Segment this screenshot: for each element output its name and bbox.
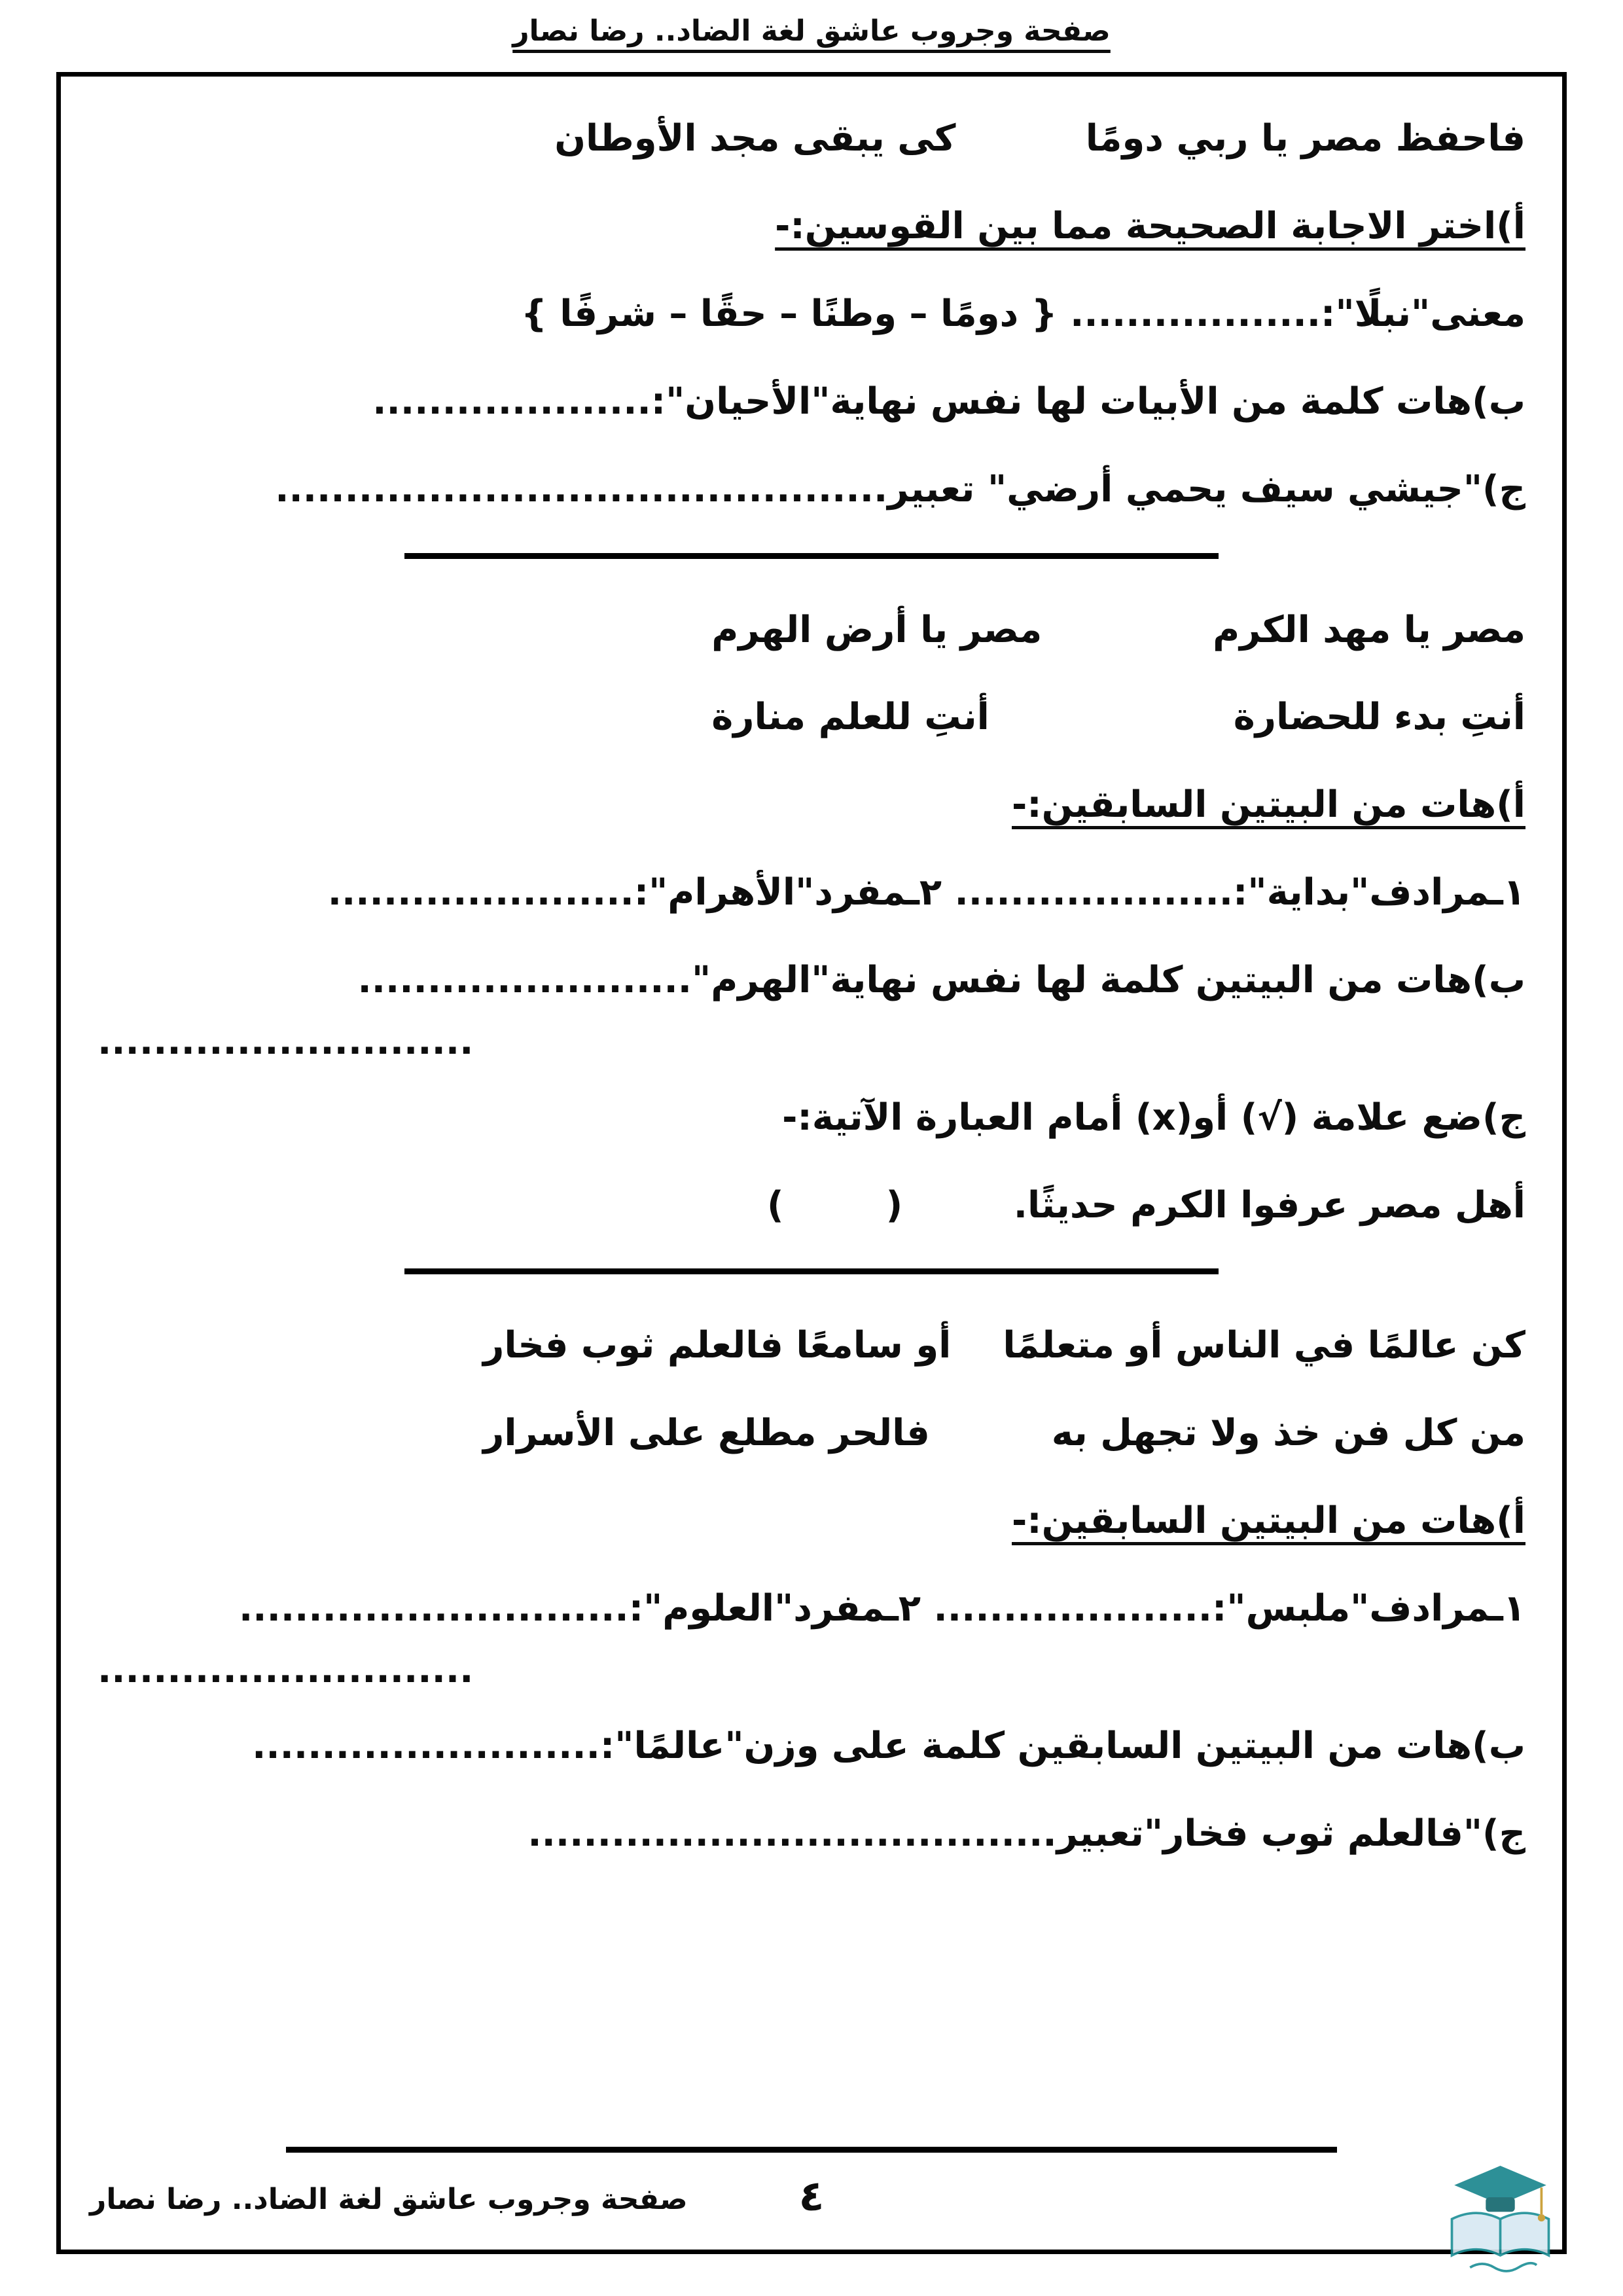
s2-question-a-items (98, 869, 1525, 917)
s1-question-b: ب)هات كلمة من الأبيات لها نفس نهاية"الأحيان":.................... (372, 380, 1525, 423)
s1-question-a-choices: { دومًا – وطنًا – حقًا – شرفًا } (520, 292, 1058, 335)
s3-question-a-items (98, 1585, 1525, 1633)
poem-hemistich-right: كن عالمًا في الناس أو متعلمًا (1003, 1324, 1525, 1367)
s3-question-a-item1: ١ـمرادف"ملبس":.................... (933, 1587, 1525, 1630)
s3-question-a-heading: أ)هات من البيتين السابقين:- (1012, 1499, 1525, 1543)
s1-question-a-stem: معنى"نبلًا":.................. (1070, 292, 1525, 335)
s3-question-b: ب)هات من البيتين السابقين كلمة على وزن"عالمًا":......................... (252, 1724, 1525, 1767)
s1-question-a-heading: أ)اختر الاجابة الصحيحة مما بين القوسين:- (775, 204, 1525, 247)
page-footer (61, 2147, 1562, 2235)
worksheet-frame (56, 72, 1567, 2254)
poem-line-3 (98, 693, 1525, 742)
s2-question-a-item2: ٢ـمفرد"الأهرام":...................... (327, 871, 942, 914)
s2-question-c-statement: أهل مصر عرفوا الكرم حديثًا. (1013, 1183, 1525, 1227)
s2-question-b: ب)هات من البيتين كلمة لها نفس نهاية"الهرم"........................ (357, 959, 1525, 1002)
s1-question-c: ج)"جيشي سيف يحمي أرضي" تعبير............................................ (275, 467, 1525, 511)
poem-hemistich-left: كى يبقى مجد الأوطان (554, 117, 956, 160)
s3-question-a-item2: ٢ـمفرد"العلوم":............................ (239, 1587, 921, 1630)
poem-line-1 (98, 115, 1525, 163)
s2-question-c-answer-parens: ( ) (767, 1183, 903, 1227)
page-header-title: صفحة وجروب عاشق لغة الضاد.. رضا نصار (512, 14, 1111, 48)
poem-hemistich-right: أنتِ بدء للحضارة (1233, 696, 1525, 739)
footer-divider (286, 2147, 1337, 2153)
s1-question-a-item (98, 290, 1525, 338)
section-divider-1 (404, 553, 1219, 559)
s3-question-c: ج)"فالعلم ثوب فخار"تعبير...................................... (527, 1812, 1525, 1855)
section-divider-2 (404, 1268, 1219, 1274)
poem-line-4 (98, 1321, 1525, 1370)
poem-hemistich-left: مصر يا أرض الهرم (711, 608, 1043, 651)
s2-question-c-heading: ج)ضع علامة (√) أو(x) أمام العبارة الآتية:- (782, 1096, 1525, 1139)
poem-hemistich-left: فالحر مطلع على الأسرار (483, 1412, 930, 1455)
s2-question-c-statement-row (98, 1181, 1525, 1230)
page-header (0, 14, 1623, 48)
footer-text: صفحة وجروب عاشق لغة الضاد.. رضا نصار (90, 2183, 688, 2216)
poem-line-2 (98, 606, 1525, 655)
poem-hemistich-right: من كل فن خذ ولا تجهل به (1051, 1412, 1525, 1455)
s2-question-a-item1: ١ـمرادف"بداية":.................... (954, 871, 1525, 914)
poem-hemistich-left: أو سامعًا فالعلم ثوب فخار (483, 1324, 952, 1367)
s2-question-a-heading: أ)هات من البيتين السابقين:- (1012, 783, 1525, 827)
s3-question-a-answer-dots: ........................... (98, 1649, 474, 1692)
poem-line-5 (98, 1409, 1525, 1458)
footer-page-number: ٤ (798, 2172, 825, 2221)
s2-question-b-answer-dots: ........................... (98, 1020, 474, 1064)
poem-hemistich-right: مصر يا مهد الكرم (1213, 608, 1525, 651)
publisher-logo graduation-cap-book-icon (1440, 2144, 1561, 2278)
poem-hemistich-left: أنتِ للعلم منارة (711, 696, 990, 739)
poem-hemistich-right: فاحفظ مصر يا ربي دومًا (1085, 117, 1525, 160)
